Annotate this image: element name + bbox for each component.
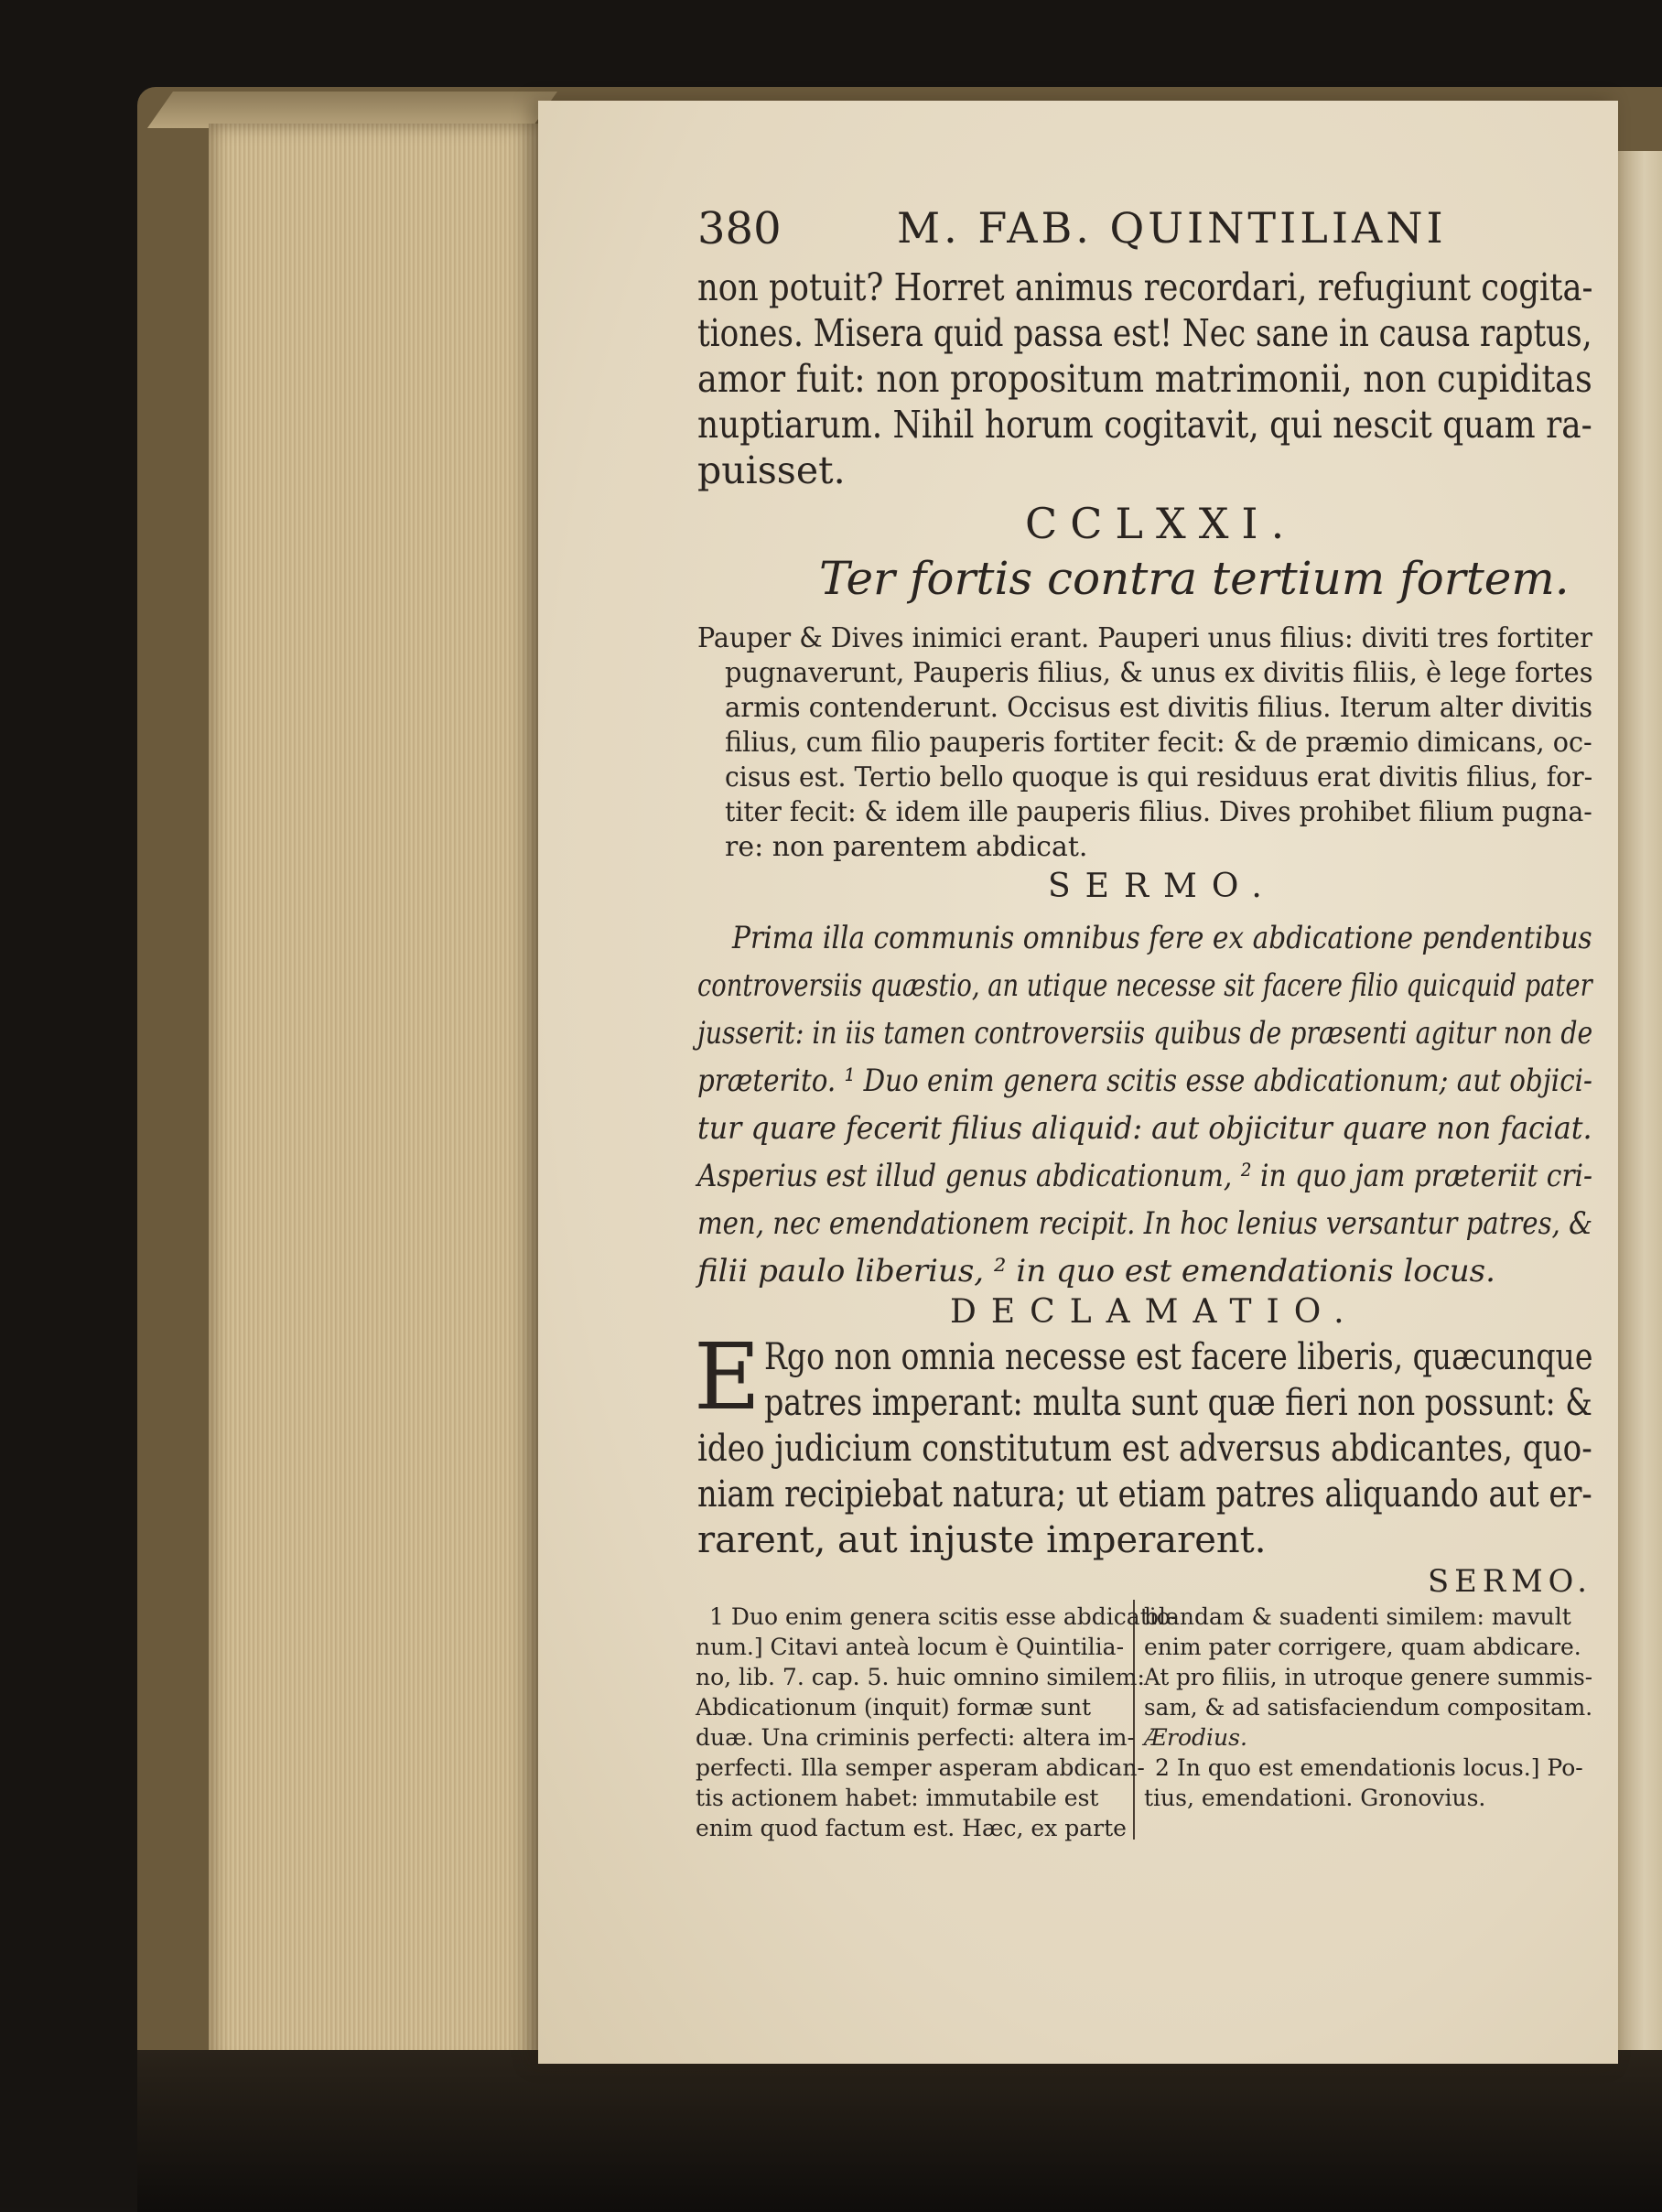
continuation-line: puisset. (697, 448, 846, 492)
declamatio-line: ideo judicium constitutum est adversus abdicantes, quo- (697, 1428, 1592, 1470)
footnote-line: duæ. Una criminis perfecti: altera im- (696, 1724, 1135, 1751)
page-edges-top (147, 92, 557, 128)
sermo-line: præterito. ¹ Duo enim genera scitis esse abdicationum; aut objici- (697, 1063, 1592, 1099)
catchword: SERMO. (1428, 1563, 1592, 1600)
footnote-line: tius, emendationi. Gronovius. (1144, 1785, 1486, 1811)
sermo-line: tur quare fecerit filius aliquid: aut objicitur quare non faciat. (697, 1110, 1592, 1147)
declamatio-heading: DECLAMATIO. (950, 1293, 1359, 1331)
continuation-line: tiones. Misera quid passa est! Nec sane in causa raptus, (697, 311, 1592, 355)
sermo-line: filii paulo liberius, ² in quo est emendationis locus. (697, 1253, 1495, 1289)
facing-page-edge (1618, 151, 1662, 2068)
footnote-divider (1133, 1600, 1135, 1840)
footnote-line: no, lib. 7. cap. 5. huic omnino similem: (696, 1664, 1145, 1690)
sermo-line: men, nec emendationem recipit. In hoc lenius versantur patres, & (697, 1205, 1593, 1242)
page-number: 380 (697, 203, 782, 254)
footnote-line: blandam & suadenti similem: mavult (1144, 1603, 1571, 1630)
section-title: Ter fortis contra tertium fortem. (819, 552, 1570, 605)
sermo-line: Prima illa communis omnibus fere ex abdicatione pendentibus (732, 920, 1592, 956)
sermo-line: Asperius est illud genus abdicationum, ² in quo jam præteriit cri- (697, 1158, 1593, 1194)
theme-line: armis contenderunt. Occisus est divitis filius. Iterum alter divitis (725, 692, 1593, 724)
declamatio-line: rarent, aut injuste imperarent. (697, 1519, 1267, 1561)
footnote-line: 1 Duo enim genera scitis esse abdicatio- (709, 1603, 1179, 1630)
footnote-line: num.] Citavi anteà locum è Quintilia- (696, 1634, 1125, 1660)
footnote-line: tis actionem habet: immutabile est (696, 1785, 1099, 1811)
section-number: CCLXXI. (1025, 499, 1298, 548)
footnote-line: perfecti. Illa semper asperam abdican- (696, 1754, 1145, 1781)
theme-line: Pauper & Dives inimici erant. Pauperi unus filius: diviti tres fortiter (697, 622, 1592, 654)
theme-line: cisus est. Tertio bello quoque is qui residuus erat divitis filius, for- (725, 761, 1593, 793)
theme-line: filius, cum filio pauperis fortiter fecit: & de præmio dimicans, oc- (725, 727, 1592, 759)
declamatio-line: patres imperant: multa sunt quæ fieri non possunt: & (764, 1382, 1592, 1424)
theme-line: pugnaverunt, Pauperis filius, & unus ex divitis filiis, è lege fortes (725, 657, 1593, 689)
sermo-line: jusserit: in iis tamen controversiis quibus de præsenti agitur non de (697, 1015, 1593, 1052)
footnote-line: 2 In quo est emendationis locus.] Po- (1155, 1754, 1583, 1781)
page-edges (209, 124, 540, 2068)
footnote-line: Abdicationum (inquit) formæ sunt (696, 1694, 1092, 1721)
declamatio-line: niam recipiebat natura; ut etiam patres aliquando aut er- (697, 1473, 1592, 1516)
footnote-line: enim pater corrigere, quam abdicare. (1144, 1634, 1581, 1660)
footnote-line: sam, & ad satisfaciendum compositam. (1144, 1694, 1593, 1721)
running-head: M. FAB. QUINTILIANI (897, 203, 1447, 253)
continuation-line: nuptiarum. Nihil horum cogitavit, qui nescit quam ra- (697, 403, 1592, 447)
drop-cap: E (694, 1323, 761, 1430)
footnote-line: At pro filiis, in utroque genere summis- (1144, 1664, 1593, 1690)
continuation-line: non potuit? Horret animus recordari, refugiunt cogita- (697, 265, 1593, 309)
footnote-line: Ærodius. (1144, 1724, 1247, 1751)
footnote-line: enim quod factum est. Hæc, ex parte (696, 1815, 1127, 1841)
theme-line: titer fecit: & idem ille pauperis filius. Dives prohibet filium pugna- (725, 796, 1592, 828)
theme-line: re: non parentem abdicat. (725, 831, 1088, 863)
book-cover-bottom (137, 2050, 1662, 2212)
declamatio-line: Rgo non omnia necesse est facere liberis, quæcunque (764, 1336, 1593, 1378)
continuation-line: amor fuit: non propositum matrimonii, non cupiditas (697, 357, 1592, 401)
sermo-heading: SERMO. (1048, 868, 1277, 905)
sermo-line: controversiis quæstio, an utique necesse sit facere filio quicquid pater (697, 967, 1592, 1004)
